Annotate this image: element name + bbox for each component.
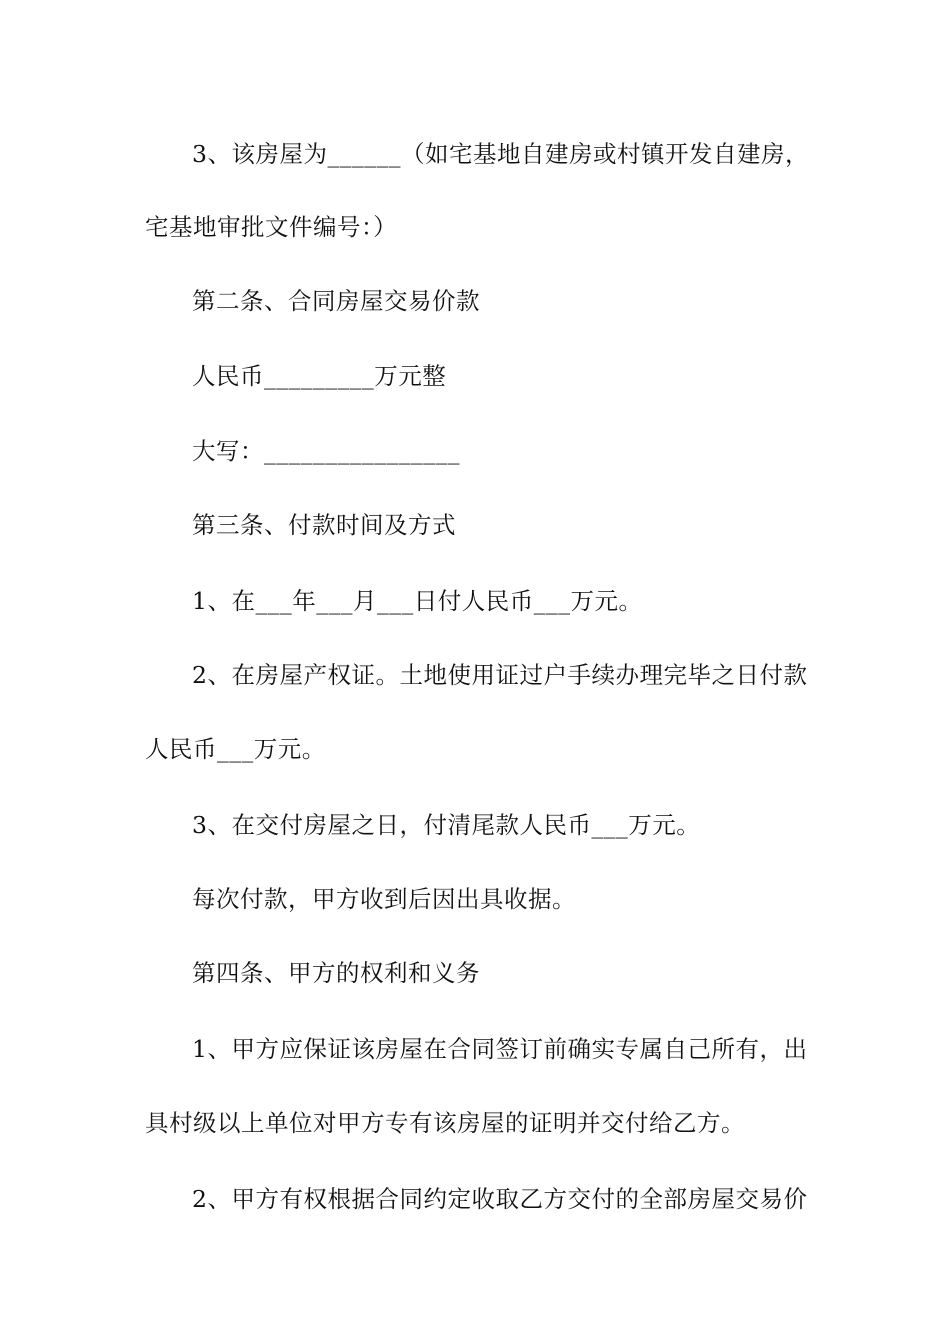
party-a-duty-1-continuation: 具村级以上单位对甲方专有该房屋的证明并交付给乙方。 [145, 1109, 745, 1137]
article-2-heading: 第二条、合同房屋交易价款 [192, 287, 480, 315]
article-4-heading: 第四条、甲方的权利和义务 [192, 959, 480, 987]
payment-2-line: 2、在房屋产权证。土地使用证过户手续办理完毕之日付款 [192, 661, 808, 689]
payment-3-line: 3、在交付房屋之日，付清尾款人民币___万元。 [192, 811, 701, 839]
clause-1-3-continuation: 宅基地审批文件编号：） [145, 213, 398, 241]
price-uppercase-line: 大写：________________ [192, 437, 460, 465]
party-a-duty-1-line: 1、甲方应保证该房屋在合同签订前确实专属自己所有，出 [192, 1035, 808, 1063]
price-amount-line: 人民币_________万元整 [192, 362, 447, 390]
article-3-heading: 第三条、付款时间及方式 [192, 511, 456, 539]
party-a-duty-2-line: 2、甲方有权根据合同约定收取乙方交付的全部房屋交易价 [192, 1185, 808, 1213]
receipt-note-line: 每次付款，甲方收到后因出具收据。 [192, 885, 576, 913]
payment-2-continuation: 人民币___万元。 [145, 735, 326, 763]
payment-1-line: 1、在___年___月___日付人民币___万元。 [192, 587, 643, 615]
clause-1-3-line: 3、该房屋为______（如宅基地自建房或村镇开发自建房， [192, 140, 809, 168]
